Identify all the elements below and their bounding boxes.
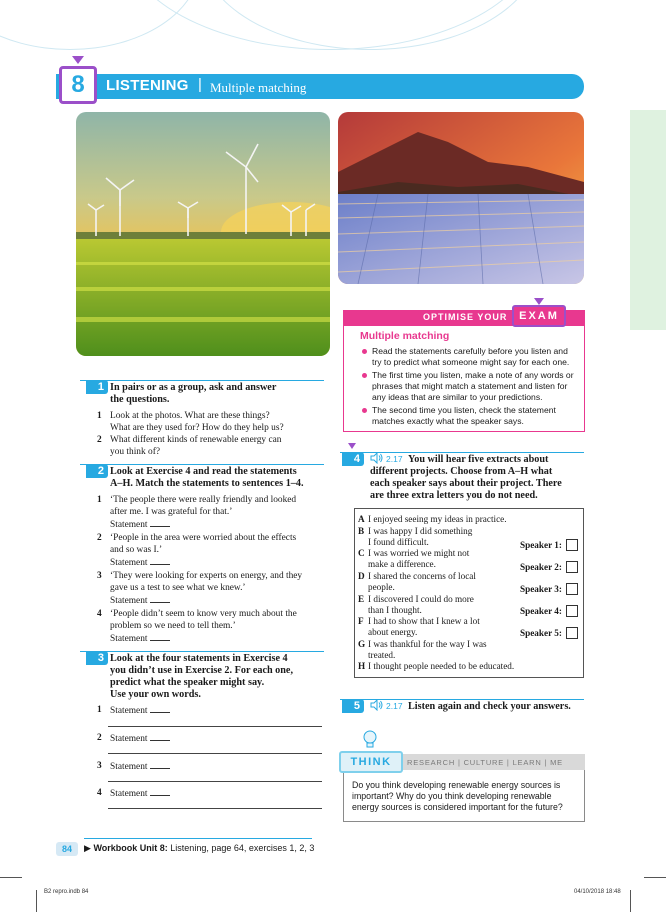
ex1-rule (80, 380, 324, 381)
bullet-icon (362, 408, 367, 413)
ex1-number: 1 (86, 380, 108, 394)
ex2-item-text: ‘The people there were really friendly and looked (110, 495, 297, 505)
crop-mark (644, 877, 666, 878)
crop-mark (0, 877, 22, 878)
print-date: 04/10/2018 18:48 (574, 889, 621, 895)
speaker-answer-box[interactable] (566, 583, 578, 595)
option-letter: H (358, 661, 366, 671)
ex2-item (97, 494, 329, 530)
ex3-statement-label: Statement (110, 734, 148, 744)
think-question (352, 780, 578, 814)
ex2-statement-label: Statement (110, 520, 148, 530)
option-item (358, 526, 518, 548)
answer-blank[interactable] (150, 632, 170, 641)
writing-line[interactable] (108, 753, 322, 754)
wind-turbines-photo (76, 112, 330, 356)
option-text: about energy. (368, 627, 418, 637)
ex3-instruction-2: you didn’t use in Exercise 2. For each one, (110, 665, 294, 676)
answer-blank[interactable] (150, 518, 170, 527)
option-text: I found difficult. (368, 537, 429, 547)
ex2-item-number: 4 (97, 609, 102, 619)
exam-badge: EXAM (512, 305, 566, 327)
exam-tip-text: The second time you listen, check the statement (372, 405, 556, 415)
option-letter: B (358, 526, 365, 536)
exam-tip (362, 370, 580, 406)
audio-speaker-icon[interactable] (370, 452, 384, 464)
exam-tip (362, 405, 580, 429)
footer-rule (84, 838, 312, 839)
ex2-item-text: problem so we need to tell them.’ (110, 621, 236, 631)
ex2-item (97, 570, 329, 606)
exam-bar-text: OPTIMISE YOUR (423, 312, 508, 322)
option-text: I enjoyed seeing my ideas in practice. (368, 514, 507, 524)
answer-blank[interactable] (150, 760, 170, 769)
option-letter: D (358, 571, 365, 581)
ex3-number: 3 (86, 651, 108, 665)
option-letter: E (358, 594, 365, 604)
exam-tip-text: matches exactly what the speaker says. (372, 416, 524, 426)
ex1-item-number: 2 (97, 435, 102, 445)
answer-blank[interactable] (150, 704, 170, 713)
option-text: I had to show that I knew a lot (368, 616, 480, 626)
option-item (358, 548, 518, 570)
ex2-instruction-1: Look at Exercise 4 and read the statements (110, 466, 297, 477)
ex3-item (97, 787, 327, 801)
ex4-track-number: 2.17 (386, 454, 403, 464)
audio-speaker-icon[interactable] (370, 699, 384, 711)
ex1-item-text: Look at the photos. What are these things? (110, 411, 270, 421)
option-text: I thought people needed to be educated. (368, 661, 515, 671)
ex3-instruction-4: Use your own words. (110, 689, 201, 700)
option-text: I was thankful for the way I was (368, 639, 487, 649)
workbook-pages: Listening, page 64, exercises 1, 2, 3 (170, 843, 315, 853)
ex2-item-number: 1 (97, 495, 102, 505)
ex2-rule (80, 464, 324, 465)
ex1-instruction-2: the questions. (110, 394, 170, 405)
arrow-right-icon: ▶ (84, 843, 91, 853)
ex2-statement-label: Statement (110, 558, 148, 568)
ex4-instruction-2: different projects. Choose from A–H what (370, 466, 553, 477)
exam-tip-text: try to predict what someone might say for each one. (372, 357, 570, 367)
speaker-label: Speaker 1: (520, 540, 562, 550)
ex3-item (97, 732, 327, 746)
exam-tip-text: The first time you listen, make a note of any words or (372, 370, 574, 380)
ex3-item-number: 3 (97, 761, 102, 771)
ex5-number: 5 (342, 699, 364, 713)
option-text: I discovered I could do more (368, 594, 474, 604)
answer-blank[interactable] (150, 787, 170, 796)
option-text: I was happy I did something (368, 526, 473, 536)
ex1-item-number: 1 (97, 411, 102, 421)
speaker-label: Speaker 2: (520, 562, 562, 572)
unit-number: 8 (71, 71, 85, 98)
option-text: I was worried we might not (368, 548, 470, 558)
header-decoration (0, 0, 666, 70)
option-item (358, 594, 518, 616)
option-text: treated. (368, 650, 396, 660)
lightbulb-icon (362, 730, 378, 750)
ex2-item-number: 3 (97, 571, 102, 581)
speaker-answer-box[interactable] (566, 539, 578, 551)
exam-tip-text: phrases that might match a statement and listen for (372, 381, 568, 391)
option-item (358, 639, 538, 661)
ex2-item-text: ‘People in the area were worried about the effects (110, 533, 297, 543)
option-text: make a difference. (368, 559, 436, 569)
option-letter: F (358, 616, 364, 626)
ex3-item-number: 1 (97, 705, 102, 715)
exam-tip (362, 346, 580, 370)
ex4-marker-icon (348, 443, 356, 449)
section-title: LISTENING (106, 77, 189, 94)
ex2-statement-label: Statement (110, 596, 148, 606)
ex3-item-number: 4 (97, 788, 102, 798)
ex3-instruction-3: predict what the speaker might say. (110, 677, 265, 688)
speaker-label: Speaker 3: (520, 584, 562, 594)
ex1-item (97, 434, 327, 458)
crop-mark (630, 890, 631, 912)
bullet-icon (362, 349, 367, 354)
solar-panels-photo (338, 112, 584, 284)
option-item (358, 616, 518, 638)
writing-line[interactable] (108, 808, 322, 809)
unit-marker-icon (72, 56, 84, 64)
ex1-item-text: you think of? (110, 447, 160, 457)
ex2-item-number: 2 (97, 533, 102, 543)
page-number: 84 (56, 842, 78, 856)
option-item (358, 514, 578, 526)
file-slug: B2 repro.indb 84 (44, 889, 89, 895)
speaker-answer-box[interactable] (566, 627, 578, 639)
think-badge: THINK (339, 751, 403, 773)
ex2-item-text: and so was I.’ (110, 545, 163, 555)
workbook-unit: Workbook Unit 8: (93, 843, 168, 853)
answer-blank[interactable] (150, 594, 170, 603)
think-question-line: energy sources is considered important for the future? (352, 802, 563, 813)
ex2-item-text: ‘People didn’t seem to know very much about the (110, 609, 297, 619)
ex3-item (97, 760, 327, 774)
ex3-rule (80, 651, 324, 652)
option-text: I shared the concerns of local (368, 571, 476, 581)
exam-tip-text: Read the statements carefully before you listen and (372, 346, 568, 356)
title-separator: | (198, 76, 202, 93)
ex2-statement-label: Statement (110, 634, 148, 644)
workbook-reference (84, 843, 314, 854)
ex3-instruction-1: Look at the four statements in Exercise 4 (110, 653, 288, 664)
speaker-answer-box[interactable] (566, 561, 578, 573)
side-color-strip (630, 110, 666, 330)
ex4-number: 4 (342, 452, 364, 466)
think-question-line: important? Why do you think developing renewable (352, 791, 552, 802)
ex2-item (97, 532, 329, 568)
option-item (358, 571, 518, 593)
answer-blank[interactable] (150, 732, 170, 741)
writing-line[interactable] (108, 726, 322, 727)
crop-mark (36, 890, 37, 912)
ex4-instruction-1: You will hear five extracts about (408, 454, 549, 465)
speaker-label: Speaker 4: (520, 606, 562, 616)
unit-number-box (59, 66, 97, 104)
option-text: people. (368, 582, 395, 592)
ex1-instruction-1: In pairs or as a group, ask and answer (110, 382, 277, 393)
section-subtitle: Multiple matching (210, 80, 307, 95)
ex3-item-number: 2 (97, 733, 102, 743)
think-question-line: Do you think developing renewable energy sources is (352, 780, 561, 790)
writing-line[interactable] (108, 781, 322, 782)
option-letter: C (358, 548, 365, 558)
ex2-number: 2 (86, 464, 108, 478)
ex4-instruction-3: each speaker says about their project. There (370, 478, 562, 489)
bullet-icon (362, 373, 367, 378)
ex2-item-text: ‘They were looking for experts on energy, and they (110, 571, 303, 581)
ex4-instruction-4: are three extra letters you do not need. (370, 490, 538, 501)
answer-blank[interactable] (150, 556, 170, 565)
ex2-item-text: gave us a test to see what we knew.’ (110, 583, 246, 593)
ex5-track-number: 2.17 (386, 701, 403, 711)
exam-tip-text: any ideas that are similar to your predictions. (372, 392, 543, 402)
ex3-statement-label: Statement (110, 789, 148, 799)
ex2-instruction-2: A–H. Match the statements to sentences 1–4. (110, 478, 304, 489)
option-letter: A (358, 514, 365, 524)
ex3-item (97, 704, 327, 718)
ex3-statement-label: Statement (110, 762, 148, 772)
exam-tip-heading: Multiple matching (360, 330, 450, 342)
ex1-item-text: What different kinds of renewable energy can (110, 435, 282, 445)
exam-marker-icon (534, 298, 544, 305)
speaker-answer-box[interactable] (566, 605, 578, 617)
ex5-instruction: Listen again and check your answers. (408, 701, 571, 712)
think-categories: RESEARCH | CULTURE | LEARN | ME (407, 758, 563, 767)
ex3-statement-label: Statement (110, 706, 148, 716)
ex2-item (97, 608, 329, 644)
ex1-item-text: What are they used for? How do they help us? (110, 423, 284, 433)
option-letter: G (358, 639, 366, 649)
ex2-item-text: after me. I was grateful for that.’ (110, 507, 233, 517)
option-text: than I thought. (368, 605, 422, 615)
ex1-item (97, 410, 327, 434)
option-item (358, 661, 580, 673)
speaker-label: Speaker 5: (520, 628, 562, 638)
